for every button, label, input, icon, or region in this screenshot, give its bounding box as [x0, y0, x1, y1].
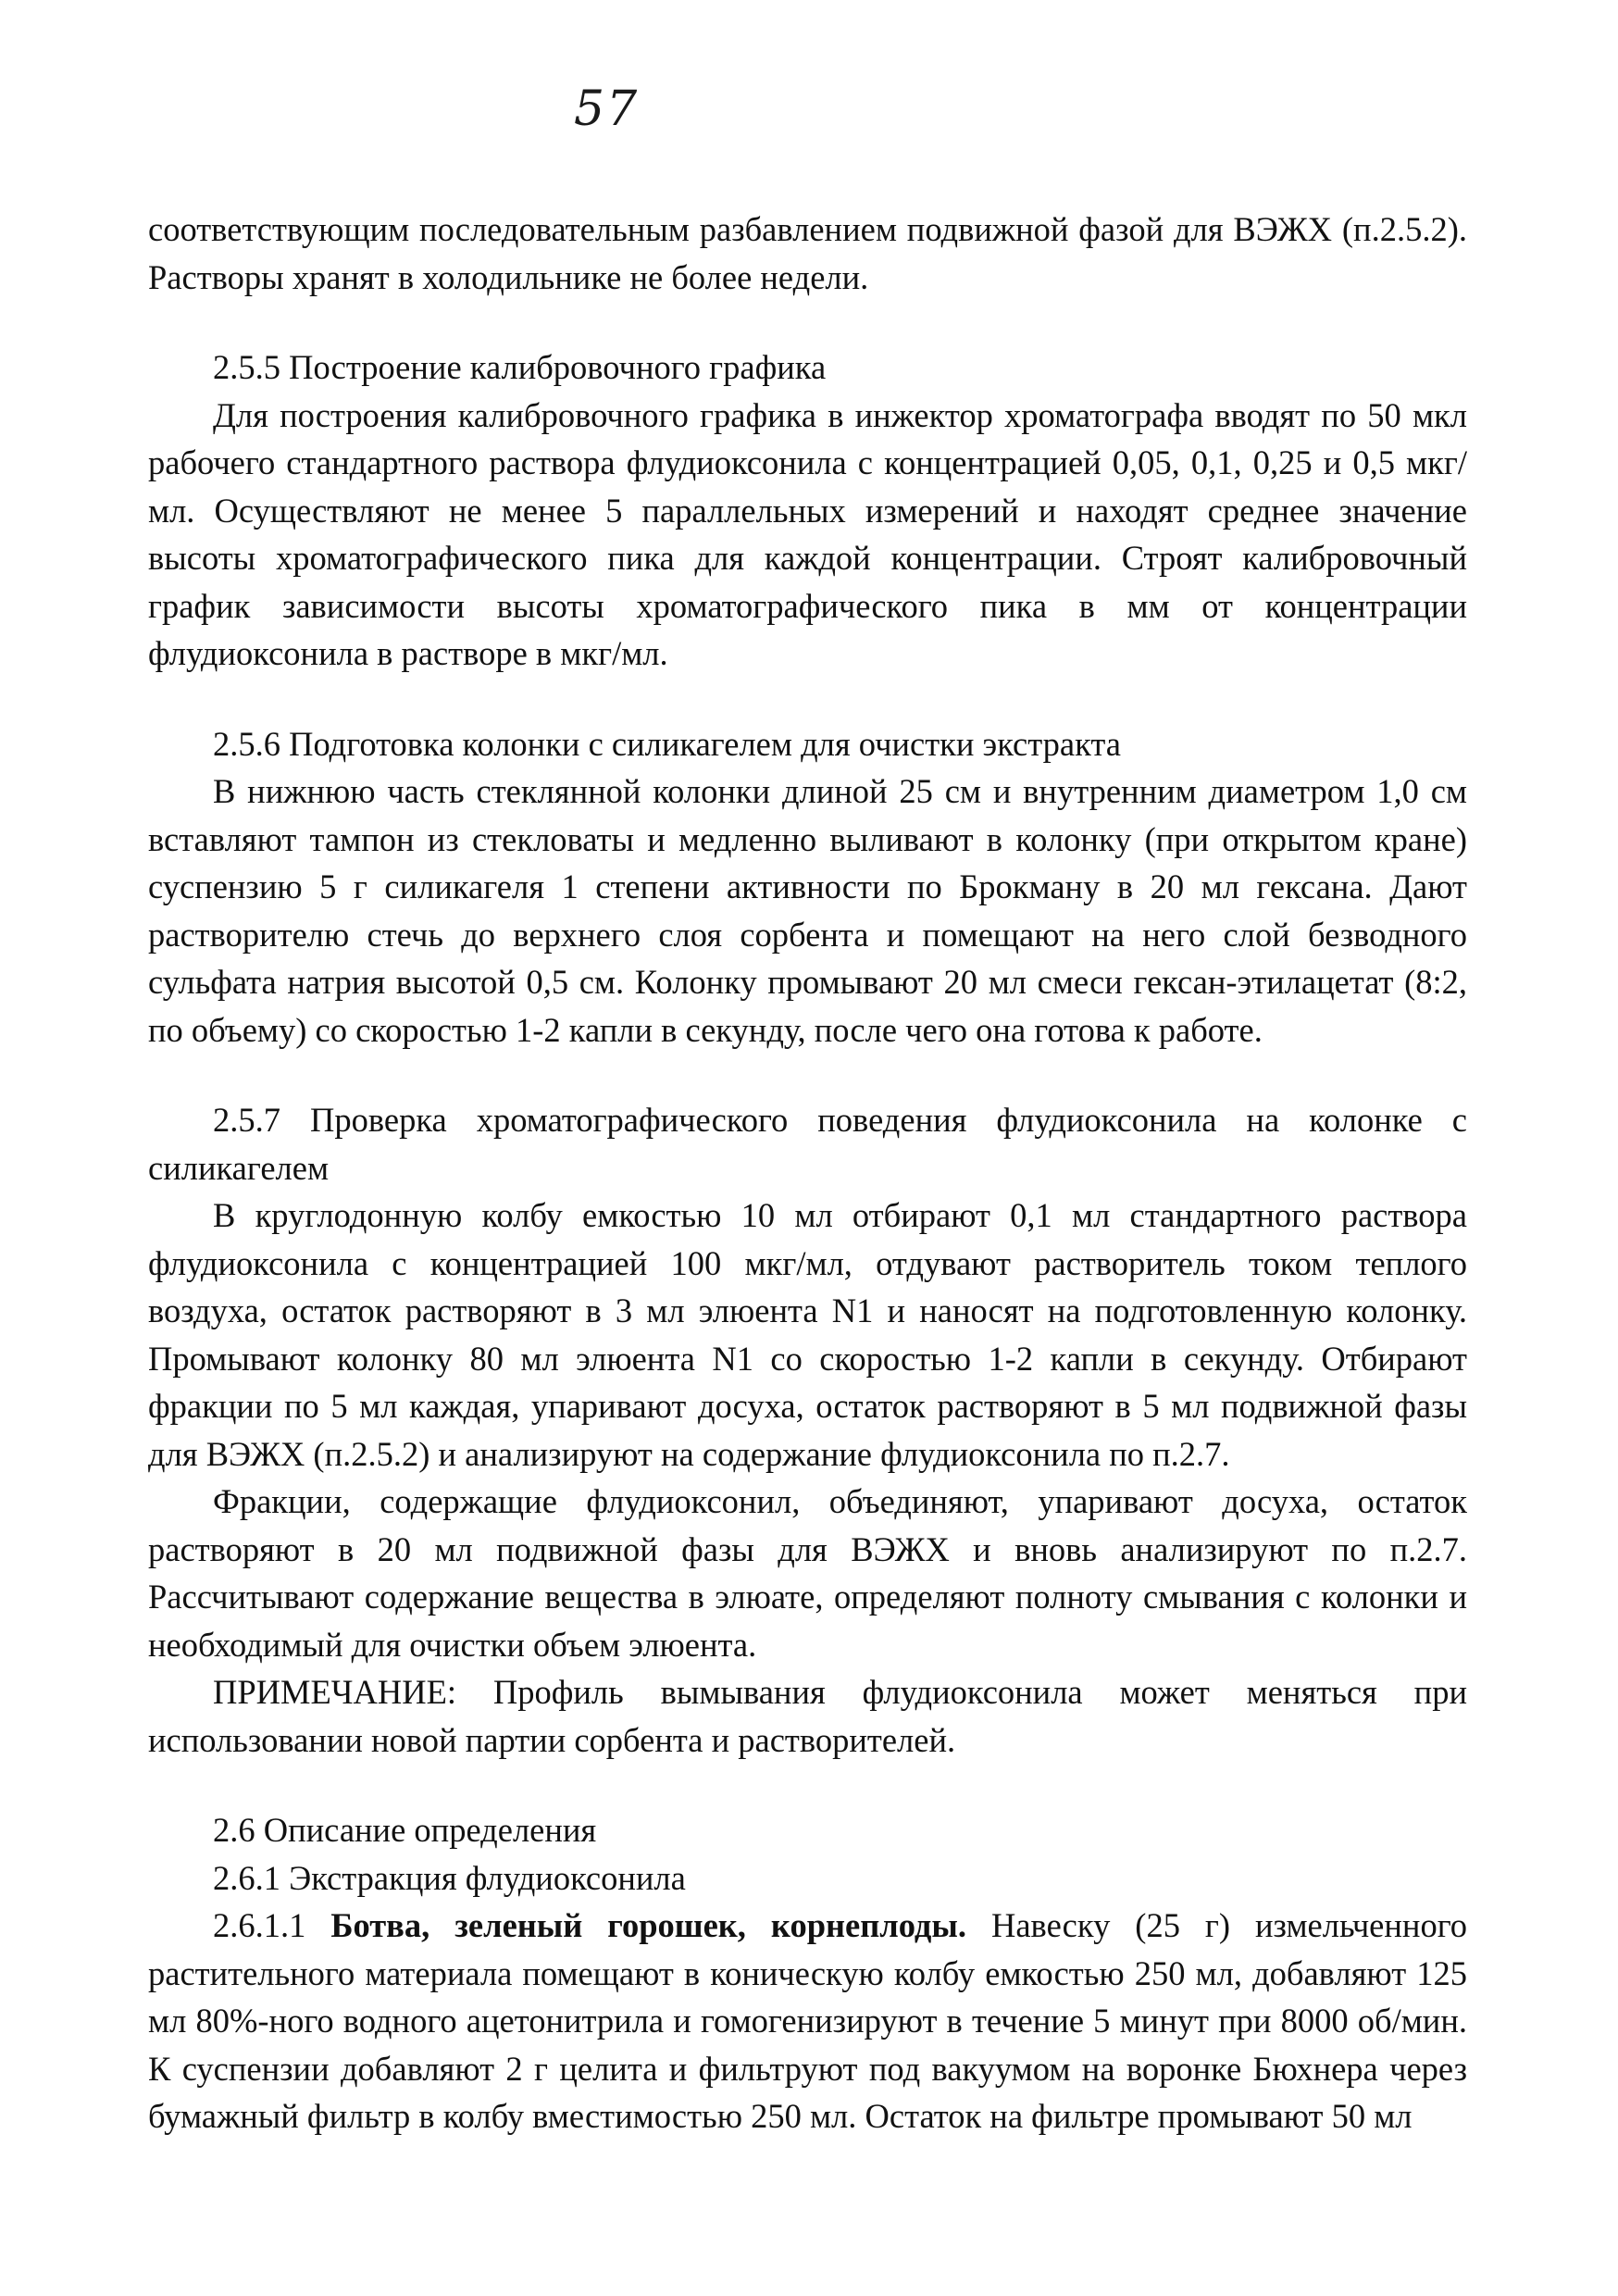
- section-heading-2-5-6: 2.5.6 Подготовка колонки с силикагелем для очистки экстракта: [213, 724, 1121, 763]
- section-heading-2-5-7: 2.5.7 Проверка хроматографического поведения флудиоксонила на колонке с силикагелем: [148, 1101, 1467, 1187]
- document-body: [148, 206, 1467, 2140]
- paragraph-2-5-7-b: Фракции, содержащие флудиоксонил, объединяют, упаривают досуха, остаток растворяют в 20 мл подвижной фазы для ВЭЖХ и вновь анализируют по п.2.7. Рассчитывают содержание вещества в элюате, определяют полноту смывания с колонки и необходимый для очистки объем элюента.: [148, 1482, 1467, 1664]
- section-heading-2-5-5: 2.5.5 Построение калибровочного графика: [213, 348, 827, 386]
- paragraph-2-6-1-1: [148, 1902, 1467, 2140]
- paragraph-2-5-7-a: В круглодонную колбу емкостью 10 мл отбирают 0,1 мл стандартного раствора флудиоксонила с концентрацией 100 мкг/мл, отдувают растворитель током теплого воздуха, остаток растворяют в 3 мл элюента N1 и наносят на подготовленную колонку. Промывают колонку 80 мл элюента N1 со скоростью 1-2 капли в секунду. Отбирают фракции по 5 мл каждая, упаривают досуха, остаток растворяют в 5 мл подвижной фазы для ВЭЖХ (п.2.5.2) и анализируют на содержание флудиоксонила по п.2.7.: [148, 1196, 1467, 1473]
- subsection-bold-title: Ботва, зеленый горошек, корнеплоды.: [330, 1906, 967, 1944]
- note-paragraph: ПРИМЕЧАНИЕ: Профиль вымывания флудиоксонила может меняться при использовании новой партии сорбента и растворителей.: [148, 1673, 1467, 1759]
- page-number: 57: [574, 81, 640, 137]
- paragraph-2-5-5: Для построения калибровочного графика в инжектор хроматографа вводят по 50 мкл рабочего стандартного раствора флудиоксонила с концентрацией 0,05, 0,1, 0,25 и 0,5 мкг/мл. Осуществляют не менее 5 параллельных измерений и находят среднее значение высоты хроматографического пика для каждой концентрации. Строят калибровочный график зависимости высоты хроматографического пика в мм от концентрации флудиоксонила в растворе в мкг/мл.: [148, 395, 1467, 672]
- paragraph-continuation: соответствующим последовательным разбавлением подвижной фазой для ВЭЖХ (п.2.5.2). Растворы хранят в холодильнике не более недели.: [148, 210, 1467, 296]
- section-heading-2-6-1: 2.6.1 Экстракция флудиоксонила: [213, 1858, 686, 1897]
- paragraph-2-5-6: В нижнюю часть стеклянной колонки длиной 25 см и внутренним диаметром 1,0 см вставляют тампон из стекловаты и медленно выливают в колонку (при открытом кране) суспензию 5 г силикагеля 1 степени активности по Брокману в 20 мл гексана. Дают растворителю стечь до верхнего слоя сорбента и помещают на него слой безводного сульфата натрия высотой 0,5 см. Колонку промывают 20 мл смеси гексан-этилацетат (8:2, по объему) со скоростью 1-2 капли в секунду, после чего она готова к работе.: [148, 772, 1467, 1049]
- subsection-number: 2.6.1.1: [213, 1906, 306, 1944]
- subsection-text: Навеску (25 г) измельченного растительного материала помещают в коническую колбу емкостью 250 мл, добавляют 125 мл 80%-ного водного ацетонитрила и гомогенизируют в течение 5 минут при 8000 об/мин. К суспензии добавляют 2 г целита и фильтруют под вакуумом на воронке Бюхнера через бумажный фильтр в колбу вместимостью 250 мл. Остаток на фильтре промывают 50 мл: [148, 1906, 1468, 2135]
- section-heading-2-6: 2.6 Описание определения: [213, 1811, 597, 1849]
